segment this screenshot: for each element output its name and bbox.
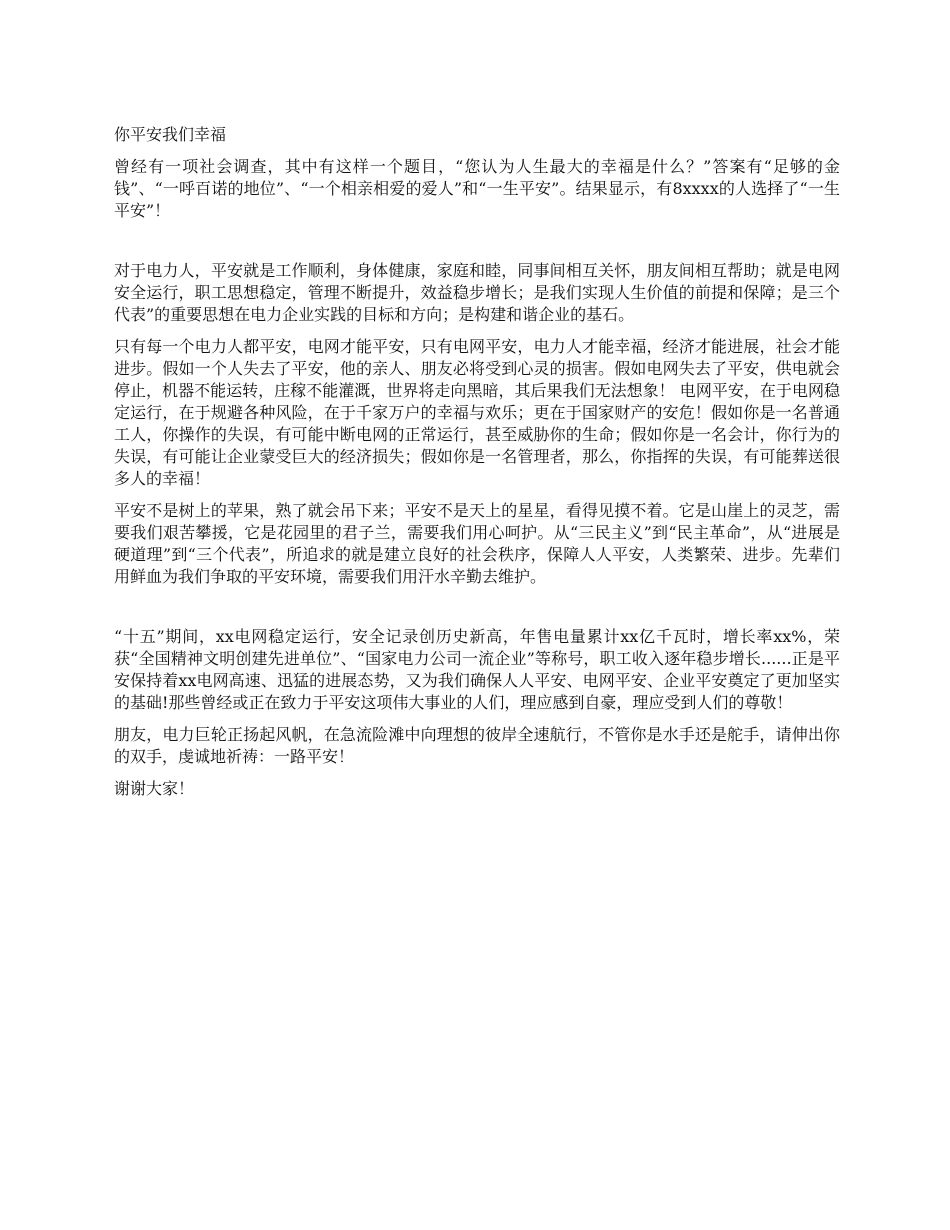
document-page [114,124,840,810]
paragraph-closing: 谢谢大家！ [114,779,195,798]
document-title: 你平安我们幸福 [114,125,227,144]
paragraph-gap [114,232,840,260]
paragraph-gap [114,598,840,626]
paragraph-importance: 只有每一个电力人都平安，电网才能平安，只有电网平安，电力人才能幸福，经济才能进展，社会才能进步。假如一个人失去了平安，他的亲人、朋友必将受到心灵的损害。假如电网失去了平安，供电就会停止，机器不能运转，庄稼不能灌溉，世界将走向黑暗，其后果我们无法想象！ 电网平安，在于电网稳定运行，在于规避各种风险，在于千家万户的幸福与欢乐；更在于国家财产的安危！假如你是一名普通工人，你操作的失误，有可能中断电网的正常运行，甚至威胁你的生命；假如你是一名会计，你行为的失误，有可能让企业蒙受巨大的经济损失；假如你是一名管理者，那么，你指挥的失误，有可能葬送很多人的幸福！ [114,337,840,488]
paragraph-survey: 曾经有一项社会调查，其中有这样一个题目，“您认为人生最大的幸福是什么？”答案有“足够的金钱”、“一呼百诺的地位”、“一个相亲相爱的爱人”和“一生平安”。结果显示，有8xxxx的人选择了“一生平安”！ [114,157,840,220]
paragraph-metaphor: 平安不是树上的苹果，熟了就会吊下来；平安不是天上的星星，看得见摸不着。它是山崖上的灵芝，需要我们艰苦攀援，它是花园里的君子兰，需要我们用心呵护。从“三民主义”到“民主革命”，从“进展是硬道理”到“三个代表”，所追求的就是建立良好的社会秩序，保障人人平安，人类繁荣、进步。先辈们用鲜血为我们争取的平安环境，需要我们用汗水辛勤去维护。 [114,501,840,586]
paragraph-meaning: 对于电力人，平安就是工作顺利，身体健康，家庭和睦，同事间相互关怀，朋友间相互帮助；就是电网安全运行，职工思想稳定，管理不断提升，效益稳步增长；是我们实现人生价值的前提和保障；是三个代表”的重要思想在电力企业实践的目标和方向；是构建和谐企业的基石。 [114,261,840,324]
paragraph-achievements: “十五”期间，xx电网稳定运行，安全记录创历史新高，年售电量累计xx亿千瓦时，增长率xx%，荣获“全国精神文明创建先进单位”、“国家电力公司一流企业”等称号，职工收入逐年稳步增长......正是平安保持着xx电网高速、迅猛的进展态势，又为我们确保人人平安、电网平安、企业平安奠定了更加坚实的基础!那些曾经或正在致力于平安这项伟大事业的人们，理应感到自豪，理应受到人们的尊敬！ [114,627,840,712]
paragraph-call-to-action: 朋友，电力巨轮正扬起风帆，在急流险滩中向理想的彼岸全速航行，不管你是水手还是舵手，请伸出你的双手，虔诚地祈祷：一路平安！ [114,725,840,766]
